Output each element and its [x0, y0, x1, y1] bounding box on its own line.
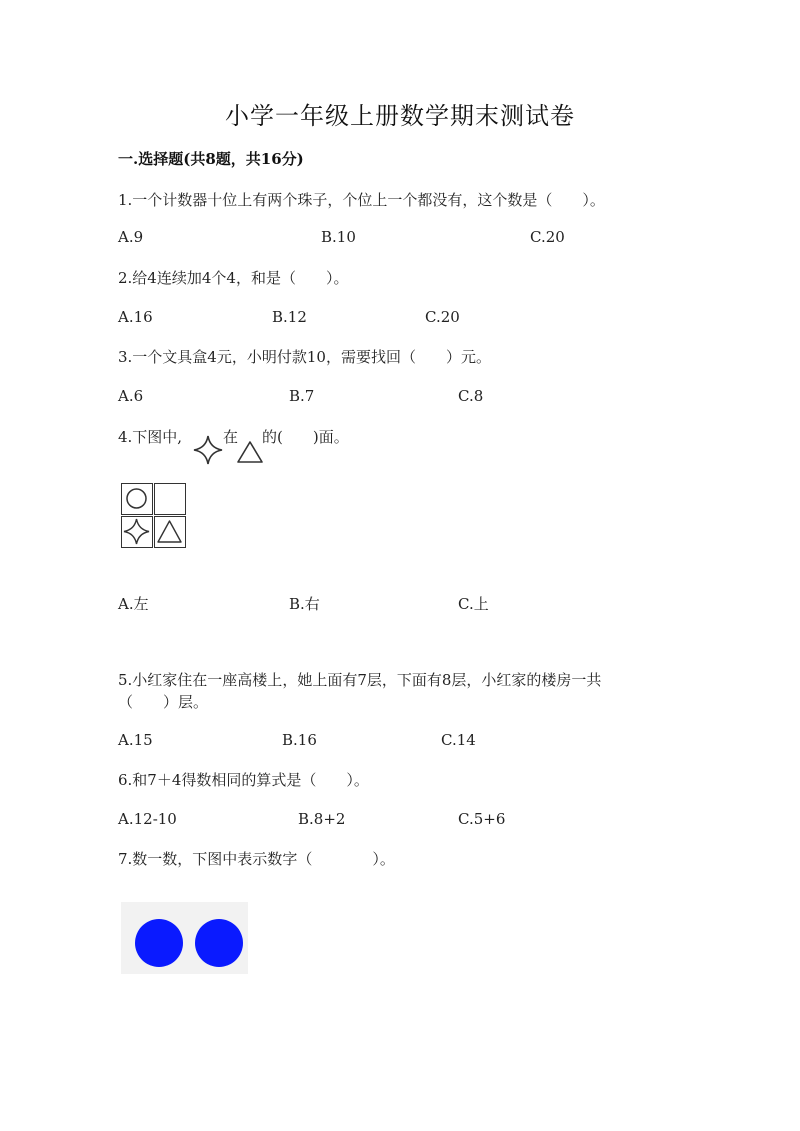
page-title: 小学一年级上册数学期末测试卷: [225, 102, 575, 130]
question-3-stem: 3.一个文具盒4元，小明付款10，需要找回（ ）元。: [118, 348, 491, 366]
question-4-stem-part3: 的( )面。: [262, 428, 349, 446]
triangle-icon: [155, 517, 185, 547]
question-2-option-b: B.12: [272, 308, 307, 326]
question-6-option-a: A.12-10: [118, 810, 177, 828]
triangle-icon: [236, 440, 264, 464]
star-icon: [122, 517, 152, 547]
grid-cell-top-right: [154, 483, 186, 515]
question-4-figure-grid: [121, 483, 187, 549]
question-4-option-a: A.左: [118, 595, 149, 613]
question-1-option-b: B.10: [321, 228, 356, 246]
circle-icon: [122, 484, 152, 514]
question-3-option-b: B.7: [289, 387, 315, 405]
question-5-option-a: A.15: [118, 731, 153, 749]
question-1-stem: 1.一个计数器十位上有两个珠子，个位上一个都没有，这个数是（ ）。: [118, 191, 605, 209]
question-1-option-c: C.20: [530, 228, 565, 246]
question-5-stem-line1: 5.小红家住在一座高楼上，她上面有7层，下面有8层，小红家的楼房一共: [118, 671, 602, 689]
blue-dot: [135, 919, 183, 967]
question-1-option-a: A.9: [118, 228, 144, 246]
question-5-option-b: B.16: [282, 731, 317, 749]
question-2-option-a: A.16: [118, 308, 153, 326]
question-2-option-c: C.20: [425, 308, 460, 326]
question-6-option-c: C.5+6: [458, 810, 506, 828]
blue-dot: [195, 919, 243, 967]
question-5-option-c: C.14: [441, 731, 476, 749]
question-7-figure: [121, 902, 248, 974]
question-4-stem-part1: 4.下图中,: [118, 428, 183, 446]
question-3-option-c: C.8: [458, 387, 484, 405]
question-5-stem-line2: （ ）层。: [118, 693, 209, 711]
question-6-stem: 6.和7＋4得数相同的算式是（ ）。: [118, 771, 369, 789]
section-heading: 一.选择题(共8题，共16分): [118, 150, 304, 168]
grid-cell-bottom-right: [154, 516, 186, 548]
grid-cell-top-left: [121, 483, 153, 515]
question-4-stem-part2: 在: [223, 428, 239, 446]
star-icon: [192, 434, 224, 466]
grid-cell-bottom-left: [121, 516, 153, 548]
question-7-stem: 7.数一数，下图中表示数字（ ）。: [118, 850, 395, 868]
question-4-option-c: C.上: [458, 595, 489, 613]
question-6-option-b: B.8+2: [298, 810, 346, 828]
question-3-option-a: A.6: [118, 387, 144, 405]
question-4-option-b: B.右: [289, 595, 320, 613]
question-2-stem: 2.给4连续加4个4，和是（ ）。: [118, 269, 349, 287]
